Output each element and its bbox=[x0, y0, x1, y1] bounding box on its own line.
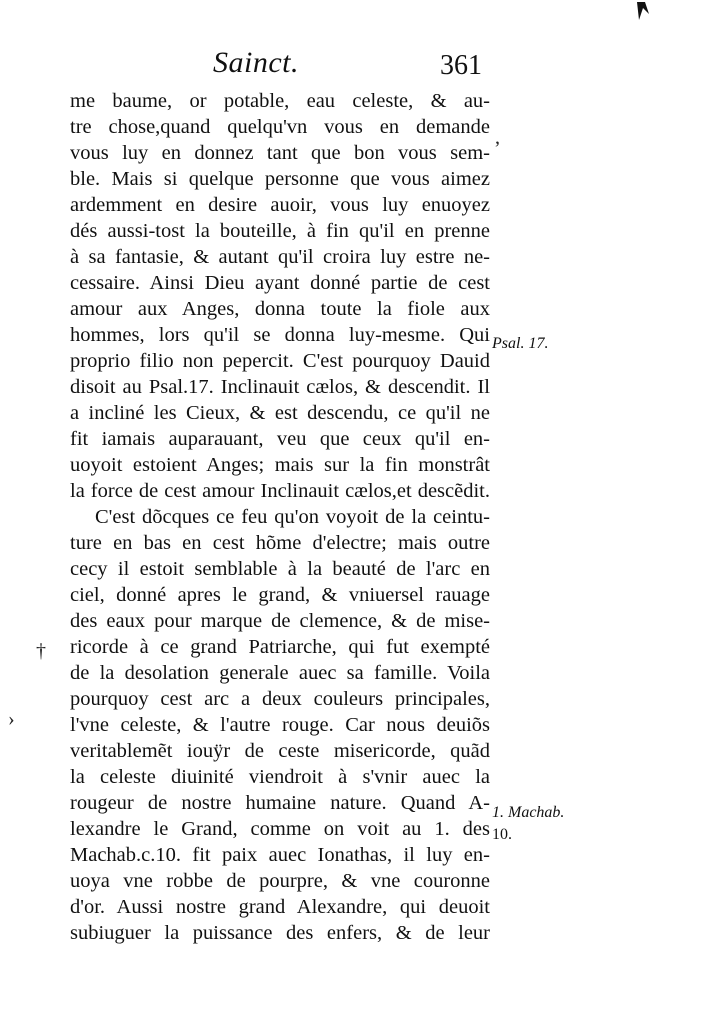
text-line: ricorde à ce grand Patriarche, qui fut exempté bbox=[70, 636, 490, 658]
text-line: ardemment en desire auoir, vous luy enuoyez bbox=[70, 194, 490, 216]
text-line: uoya vne robbe de pourpre, & vne couronne bbox=[70, 870, 490, 892]
text-line: ble. Mais si quelque personne que vous aimez bbox=[70, 168, 490, 190]
text-line: subiuguer la puissance des enfers, & de leur bbox=[70, 922, 490, 944]
margin-note-machabees-chapter: 10. bbox=[492, 826, 512, 843]
text-line: uoyoit estoient Anges; mais sur la fin monstrât bbox=[70, 454, 490, 476]
text-line: me baume, or potable, eau celeste, & au- bbox=[70, 90, 490, 112]
text-line: cessaire. Ainsi Dieu ayant donné partie de cest bbox=[70, 272, 490, 294]
text-line: Machab.c.10. fit paix auec Ionathas, il luy en- bbox=[70, 844, 490, 866]
text-line: rougeur de nostre humaine nature. Quand A- bbox=[70, 792, 490, 814]
text-line: ture en bas en cest hõme d'electre; mais outre bbox=[70, 532, 490, 554]
text-line: dés aussi-tost la bouteille, à fin qu'il en prenne bbox=[70, 220, 490, 242]
margin-note-machabees: 1. Machab. bbox=[492, 804, 565, 821]
caret-mark: › bbox=[8, 708, 15, 730]
text-line: de la desolation generale auec sa famille. Voila bbox=[70, 662, 490, 684]
dagger-mark: † bbox=[36, 640, 46, 662]
text-line: lexandre le Grand, comme on voit au 1. des bbox=[70, 818, 490, 840]
text-line: à sa fantasie, & autant qu'il croira luy estre ne- bbox=[70, 246, 490, 268]
text-line: cecy il estoit semblable à la beauté de l'arc en bbox=[70, 558, 490, 580]
text-line: d'or. Aussi nostre grand Alexandre, qui deuoit bbox=[70, 896, 490, 918]
text-line: l'vne celeste, & l'autre rouge. Car nous deuiõs bbox=[70, 714, 490, 736]
text-line: tre chose,quand quelqu'vn vous en demande bbox=[70, 116, 490, 138]
text-line: a incliné les Cieux, & est descendu, ce qu'il ne bbox=[70, 402, 490, 424]
text-line: C'est dõcques ce feu qu'on voyoit de la ceintu- bbox=[95, 506, 490, 528]
tick-mark: ʼ bbox=[494, 138, 501, 160]
page-number: 361 bbox=[440, 50, 482, 81]
text-line: vous luy en donnez tant que bon vous sem- bbox=[70, 142, 490, 164]
text-line: ciel, donné apres le grand, & vniuersel rauage bbox=[70, 584, 490, 606]
running-title: Sainct. bbox=[213, 46, 299, 79]
text-line: amour aux Anges, donna toute la fiole aux bbox=[70, 298, 490, 320]
margin-note-psalm: Psal. 17. bbox=[492, 335, 549, 352]
text-line: disoit au Psal.17. Inclinauit cælos, & descendit. Il bbox=[70, 376, 490, 398]
text-line: des eaux pour marque de clemence, & de mise- bbox=[70, 610, 490, 632]
text-line: proprio filio non pepercit. C'est pourquoy Dauid bbox=[70, 350, 490, 372]
text-line: pourquoy cest arc a deux couleurs principales, bbox=[70, 688, 490, 710]
corner-mark-icon bbox=[633, 0, 653, 22]
body-text bbox=[70, 88, 490, 946]
text-line: hommes, lors qu'il se donna luy-mesme. Qui bbox=[70, 324, 490, 346]
text-line: la celeste diuinité viendroit à s'vnir auec la bbox=[70, 766, 490, 788]
text-line: veritablemẽt iouÿr de ceste misericorde, quãd bbox=[70, 740, 490, 762]
text-line: fit iamais auparauant, veu que ceux qu'il en- bbox=[70, 428, 490, 450]
text-line: la force de cest amour Inclinauit cælos,et descẽdit. bbox=[70, 480, 490, 502]
